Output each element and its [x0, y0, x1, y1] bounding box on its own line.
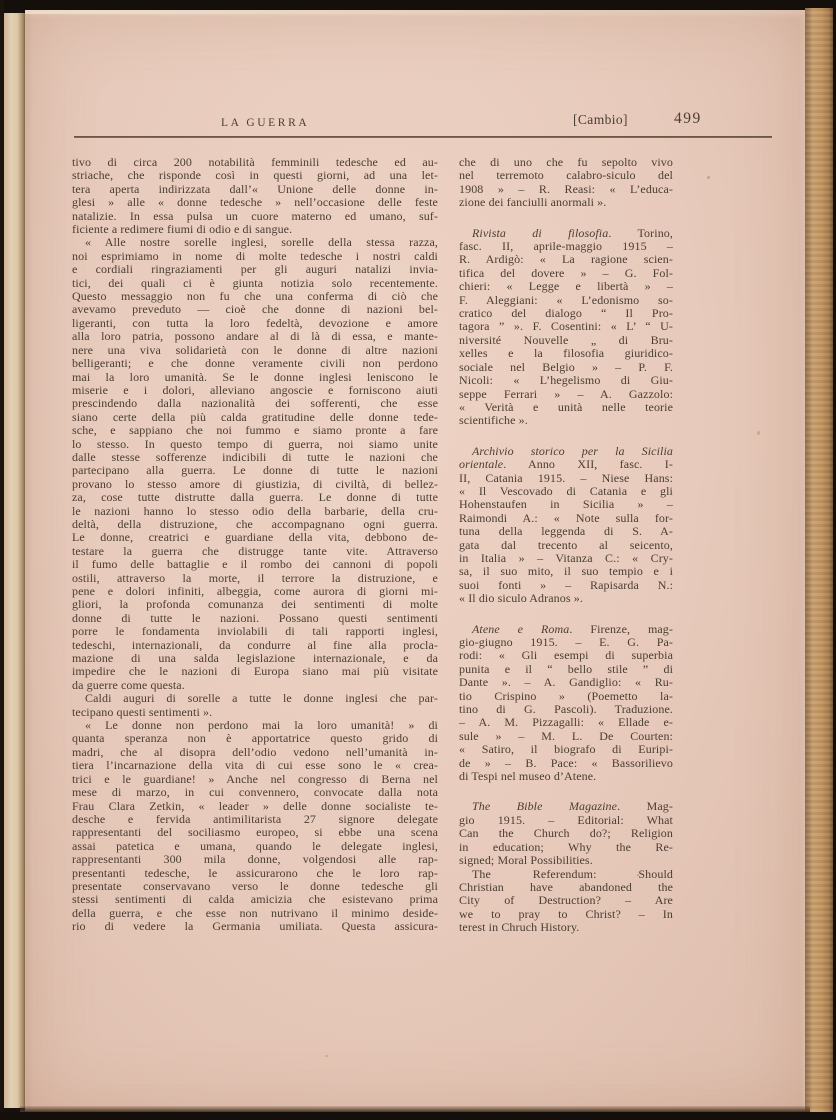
text-line: tino di G. Pascoli). Traduzione. [459, 702, 673, 717]
text-line: tagora ” ». F. Cosentini: « L’ “ U- [459, 319, 673, 334]
text-line: da guerre come questa. [72, 677, 185, 692]
text-line: impedire che le nazioni di Europa siano mai più visitate [72, 664, 438, 679]
book-leaf-edges-right [805, 8, 833, 1114]
paragraph [459, 156, 673, 210]
text-line: desche e fervida antimilitarista 27 signore delegate [72, 811, 438, 826]
text-line: Atene e Roma. Firenze, mag- [472, 621, 674, 636]
text-line: della guerra, e che esse non nutrivano il minimo deside- [72, 905, 438, 920]
text-line: Archivio storico per la Sicilia [472, 443, 673, 458]
paragraph [72, 156, 438, 236]
text-line: donne di tutte le nazioni. Possano questi sentimenti [72, 610, 438, 625]
text-line: sa, il suo mito, il suo tempio e i [459, 564, 673, 579]
text-line: testare la guerra che distrugge tante vite. Attraverso [72, 543, 438, 558]
text-line: signed; Moral Possibilities. [459, 853, 593, 868]
text-line: sule » – M. L. De Courten: [459, 728, 673, 743]
paragraph [459, 623, 673, 784]
text-line: scientifiche ». [459, 413, 528, 428]
text-line: chieri: « Legge e libertà » – [459, 279, 673, 294]
text-line: pene e dolori infiniti, albeggia, come aurora di giorni mi- [72, 584, 438, 598]
text-line: gio-giugno 1915. – E. G. Pa- [459, 635, 673, 649]
text-line: F. Aleggiani: « L’edonismo so- [459, 292, 673, 307]
paper-speck [707, 176, 710, 179]
text-line: Christian have abandoned the [459, 879, 673, 894]
text-line: The Referendum: Should [472, 866, 673, 881]
text-line: Rivista di filosofia. Torino, [472, 225, 673, 240]
text-line: « Verità e unità nelle teorie [459, 399, 673, 414]
text-line: quanta speranza non è apportatrice questo grido di [72, 731, 438, 746]
text-line: in Italia » – Vitanza C.: « Cry- [459, 550, 673, 565]
text-line: ostili, attraverso la morte, il terrore la distruzione, e [72, 570, 438, 585]
book-page [25, 10, 805, 1112]
header-rule [74, 136, 772, 138]
text-line: mazione di una salda legislazione internazionale, e da [72, 651, 438, 666]
text-line: tuna della leggenda di S. A- [459, 524, 673, 539]
running-title: LA GUERRA [221, 117, 310, 129]
text-line: in education; Why the Re- [459, 839, 673, 854]
text-line: dalle stesse sofferenze indicibili di tutte le nazioni che [72, 449, 438, 464]
text-line: il fumo delle battaglie e il rombo dei cannoni di popoli [72, 557, 438, 572]
text-line: Le donne, creatrici e guardiane della vita, debbono de- [72, 530, 438, 545]
text-line: niversité Nouvelle „ di Bru- [459, 332, 673, 347]
text-line: madri, che al disopra dell’odio vedono nell’umanità in- [72, 744, 438, 759]
text-line: Nicoli: « L’hegelismo di Giu- [459, 373, 673, 388]
text-line: Caldi auguri di sorelle a tutte le donne inglesi che par- [85, 691, 438, 706]
text-line: mai la loro umanità. Se le donne inglesi leniscono le [72, 369, 438, 384]
text-line: R. Ardigò: « La ragione scien- [459, 252, 673, 267]
text-line: stessi sentimenti di calda amicizia che esistevano prima [72, 892, 438, 907]
text-line: orientale. Anno XII, fasc. I- [459, 457, 673, 472]
photo-background-bottom [0, 1112, 836, 1120]
page-number: 499 [674, 110, 702, 127]
text-line: di Tespi nel museo d’Atene. [459, 769, 597, 784]
text-line: avevamo preveduto — cioè che donne di nazioni bel- [72, 302, 438, 317]
text-line: terest in Chruch History. [459, 920, 580, 935]
paper-speck [325, 1055, 328, 1057]
text-line: partecipano alla guerra. Le donne di tutte le nazioni [72, 463, 438, 478]
text-line: « Le donne non perdono mai la loro umanità! » di [85, 718, 438, 733]
text-line: tivo di circa 200 notabilità femminili tedesche ed au- [72, 155, 438, 169]
text-line: che di uno che fu sepolto vivo [459, 155, 673, 169]
text-line: presentanti tedesche, le assicurarono che le loro rap- [72, 865, 438, 880]
text-line: ficiente a redimere fiumi di odio e di sangue. [72, 222, 293, 237]
text-line: miserie e i dolori, alleviano angoscie e forniscono aiuti [72, 382, 438, 397]
text-line: noi esprimiamo in nome di molte tedesche i nostri caldi [72, 248, 438, 263]
paragraph [72, 236, 438, 692]
text-line: « Il dio siculo Adranos ». [459, 591, 583, 606]
text-line: rodi: « Gli esempi di superbia [459, 648, 673, 663]
text-line: presentate conservavano verso le donne tedesche gli [72, 878, 438, 893]
text-line: provano lo stesso amore di giustizia, di civiltà, di bellez- [72, 476, 438, 491]
text-line: suoi fonti » – Rapisarda N.: [459, 577, 673, 592]
text-line: Raimondi A.: « Note sulla for- [459, 510, 673, 525]
text-line: The Bible Magazine. Mag- [472, 799, 674, 814]
text-line: « Satiro, il biografo di Euripi- [459, 742, 673, 757]
text-line: II, Catania 1915. – Niese Hans: [459, 470, 673, 485]
text-line: sche, e sappiano che noi fummo e siamo pronte a fare [72, 423, 438, 438]
text-line: ligeranti, con tutta la loro fedeltà, devozione e amore [72, 315, 438, 330]
text-line: trici e le guardiane! » Anche nel congresso di Berna nel [72, 771, 438, 786]
text-line: gio 1915. – Editorial: What [459, 812, 673, 827]
text-line: assai patetica e umana, quando le delegate inglesi, [72, 838, 438, 853]
text-line: le nazioni hanno lo stesso odio della barbarie, della cru- [72, 503, 438, 518]
text-line: nel terremoto calabro-siculo del [459, 168, 673, 183]
text-line: « Il Vescovado di Catania e gli [459, 483, 673, 498]
text-line: zione dei fanciulli anormali ». [459, 195, 607, 210]
paragraph [459, 868, 673, 935]
text-line: deltà, della distruzione, che accompagnano ogni guerra. [72, 516, 438, 531]
text-line: 1908 » – R. Reasi: « L’educa- [459, 181, 673, 196]
text-line: rappresentanti 300 mila donne, volgendosi alle rap- [72, 852, 438, 867]
text-line: we to pray to Christ? – In [459, 906, 673, 921]
text-line: City of Destruction? – Are [459, 893, 673, 908]
text-line: prescindendo dalla nazionalità dei sofferenti, che esse [72, 396, 438, 411]
book-leaf-edges-left [4, 13, 25, 1108]
paragraph [459, 800, 673, 867]
text-line: de » – B. Pace: « Bassorilievo [459, 755, 673, 770]
text-line: Frau Clara Zetkin, « leader » delle donne socialiste te- [72, 798, 438, 813]
text-line: tera aperta indirizzata dall’« Unione delle donne in- [72, 181, 438, 196]
text-line: tecipano questi sentimenti ». [72, 704, 213, 719]
text-line: mese di marzo, in cui convennero, convocate dalla nota [72, 785, 438, 800]
paragraph [72, 692, 438, 719]
photo-background-top [0, 0, 836, 10]
text-line: Hohenstaufen in Sicilia » – [459, 497, 673, 512]
text-line: e cordiali ringraziamenti per gli auguri natalizi invia- [72, 262, 438, 277]
page-top-edge [25, 10, 571, 14]
left-column [72, 156, 438, 934]
paragraph [459, 445, 673, 606]
text-line: Can the Church do?; Religion [459, 826, 673, 841]
section-label: [Cambio] [573, 112, 628, 127]
text-line: fasc. II, aprile-maggio 1915 – [459, 239, 673, 254]
text-line: tiera l’incarnazione della vita di cui esse sono le « crea- [72, 758, 438, 773]
text-line: nere una viva solidarietà con le donne di altre nazioni [72, 342, 438, 357]
paper-speck [637, 874, 639, 876]
right-column [459, 156, 673, 935]
text-line: za, cose tutte distrutte dalla guerra. Le donne di tutte [72, 490, 438, 505]
paper-speck [757, 431, 760, 435]
text-line: – A. M. Pizzagalli: « Ellade e- [459, 715, 673, 730]
paragraph [459, 227, 673, 428]
text-line: Dante ». – A. Gandiglio: « Ru- [459, 675, 673, 690]
text-line: lo stesso. In questo tempo di guerra, noi siamo unite [72, 436, 438, 451]
text-line: sociale nel Belgio » – P. F. [459, 359, 673, 374]
text-line: punita e il “ bello stile ” di [459, 661, 673, 676]
paragraph [72, 719, 438, 934]
text-line: belligeranti; e che donne veramente civili non perdono [72, 356, 438, 371]
text-line: porre le fondamenta inviolabili di tali rapporti inglesi, [72, 624, 438, 639]
text-line: rio di vedere la Germania umiliata. Questa assicura- [72, 919, 438, 934]
text-line: glesi » alle « donne tedesche » nell’occasione delle feste [72, 195, 438, 210]
text-line: gata dal trecento al seicento, [459, 537, 673, 552]
text-line: striache, che risponde così in questi giorni, ad una let- [72, 168, 438, 183]
text-line: xelles e la filosofia giuridico- [459, 346, 673, 361]
text-line: cratico del dialogo “ Il Pro- [459, 306, 673, 321]
text-line: seppe Ferrari » – A. Gazzolo: [459, 386, 673, 401]
text-line: tio Crispino » (Poemetto la- [459, 688, 673, 703]
text-line: natalizie. In essa pulsa un cuore materno ed umano, suf- [72, 208, 438, 223]
text-line: tedeschi, internazionali, da condurre al fine alla procla- [72, 637, 438, 652]
text-line: alla loro patria, possono andare al di là di essa, e mante- [72, 329, 438, 344]
text-line: tifica del dovere » – G. Fol- [459, 265, 673, 280]
text-line: rappresentanti del sociliasmo europeo, si ebbe una scena [72, 825, 438, 840]
text-line: tici, dei quali ci è giunta notizia solo recentemente. [72, 275, 438, 290]
text-line: gliori, la profonda comunanza dei sentimenti di molte [72, 597, 438, 612]
text-line: Questo messaggio non fu che una conferma di ciò che [72, 289, 438, 304]
text-line: siano certe della più calda gratitudine delle donne tede- [72, 409, 438, 424]
text-line: « Alle nostre sorelle inglesi, sorelle della stessa razza, [85, 235, 438, 250]
